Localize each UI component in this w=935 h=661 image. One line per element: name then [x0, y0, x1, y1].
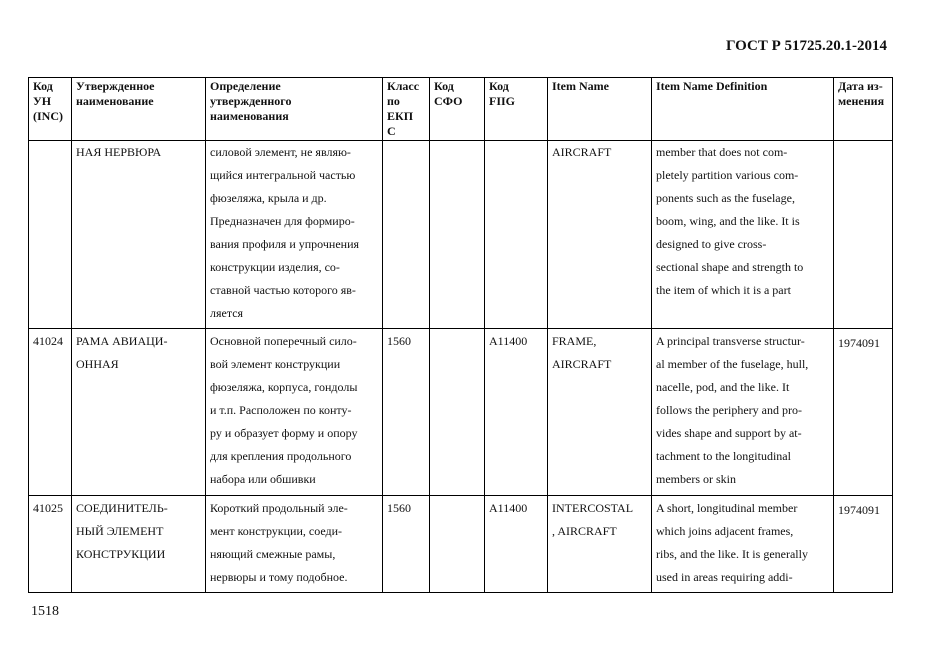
cell-line: A principal transverse structur-	[656, 334, 805, 348]
table-row	[29, 141, 893, 329]
cell-line: ЕКП	[387, 109, 414, 123]
cell-sfo	[430, 496, 485, 593]
cell-line: конструкции изделия, со-	[210, 260, 340, 274]
cell-line: designed to give cross-	[656, 237, 767, 251]
cell-line: ОННАЯ	[76, 357, 119, 371]
cell-name	[72, 329, 206, 496]
cell-line: фюзеляжа, крыла и др.	[210, 191, 327, 205]
cell-line: INTERCOSTAL	[552, 501, 634, 515]
cell-line: AIRCRAFT	[552, 357, 612, 371]
cell-line: follows the periphery and pro-	[656, 403, 802, 417]
cell-sfo	[430, 141, 485, 329]
cell-line: мент конструкции, соеди-	[210, 524, 343, 538]
cell-line: Код	[489, 79, 509, 93]
cell-name	[72, 496, 206, 593]
cell-line: member that does not com-	[656, 145, 788, 159]
cell-line: boom, wing, and the like. It is	[656, 214, 800, 228]
table-row	[29, 496, 893, 593]
cell-item-name	[548, 141, 652, 329]
cell-line: Утвержденное	[76, 79, 155, 93]
header-cell-sfo	[430, 78, 485, 141]
cell-line: the item of which it is a part	[656, 283, 791, 297]
catalog-table	[28, 77, 893, 593]
cell-line: , AIRCRAFT	[552, 524, 617, 538]
cell-line: (INC)	[33, 109, 63, 123]
cell-line: AIRCRAFT	[552, 145, 612, 159]
cell-line: used in areas requiring addi-	[656, 570, 793, 584]
cell-sfo	[430, 329, 485, 496]
table-row	[29, 329, 893, 496]
cell-line: С	[387, 124, 396, 138]
cell-line: ляется	[210, 306, 244, 320]
cell-item-name	[548, 329, 652, 496]
cell-line: Дата из-	[838, 79, 883, 93]
cell-line: al member of the fuselage, hull,	[656, 357, 809, 371]
cell-fiig	[485, 329, 548, 496]
cell-line: наименования	[210, 109, 289, 123]
cell-line: 41025	[33, 501, 63, 515]
cell-line: силовой элемент, не являю-	[210, 145, 351, 159]
header-cell-class	[383, 78, 430, 141]
cell-definition	[206, 496, 383, 593]
cell-line: НЫЙ ЭЛЕМЕНТ	[76, 524, 164, 538]
cell-line: Код	[33, 79, 53, 93]
cell-item-definition	[652, 496, 834, 593]
page-number: 1518	[31, 604, 59, 619]
cell-line: FRAME,	[552, 334, 597, 348]
cell-line: Код	[434, 79, 454, 93]
document-code: ГОСТ Р 51725.20.1-2014	[725, 38, 887, 54]
cell-item-name	[548, 496, 652, 593]
table-header-row	[29, 78, 893, 141]
cell-class	[383, 141, 430, 329]
cell-fiig	[485, 141, 548, 329]
cell-line: FIIG	[489, 94, 516, 108]
cell-line: ру и образует форму и опору	[210, 426, 358, 440]
cell-line: A11400	[489, 501, 528, 515]
cell-definition	[206, 141, 383, 329]
cell-line: КОНСТРУКЦИИ	[76, 547, 166, 561]
cell-line: Item Name Definition	[656, 79, 768, 93]
cell-line: sectional shape and strength to	[656, 260, 804, 274]
cell-line: наименование	[76, 94, 154, 108]
cell-date	[834, 496, 893, 593]
cell-line: Определение	[210, 79, 281, 93]
cell-class	[383, 496, 430, 593]
cell-item-definition	[652, 329, 834, 496]
cell-item-definition	[652, 141, 834, 329]
cell-definition	[206, 329, 383, 496]
cell-line: Item Name	[552, 79, 609, 93]
cell-name	[72, 141, 206, 329]
header-cell-fiig	[485, 78, 548, 141]
cell-line: A11400	[489, 334, 528, 348]
cell-line: members or skin	[656, 472, 736, 486]
cell-line: нервюры и тому подобное.	[210, 570, 348, 584]
cell-line: фюзеляжа, корпуса, гондолы	[210, 380, 358, 394]
cell-line: менения	[838, 94, 885, 108]
cell-line: Предназначен для формиро-	[210, 214, 355, 228]
header-cell-item-definition	[652, 78, 834, 141]
cell-date	[834, 141, 893, 329]
cell-line: для крепления продольного	[210, 449, 352, 463]
cell-line: 1560	[387, 334, 411, 348]
cell-line: утвержденного	[210, 94, 292, 108]
cell-line: nacelle, pod, and the like. It	[656, 380, 790, 394]
cell-inc	[29, 141, 72, 329]
cell-line: 41024	[33, 334, 63, 348]
cell-inc	[29, 329, 72, 496]
cell-line: A short, longitudinal member	[656, 501, 798, 515]
cell-line: вания профиля и упрочнения	[210, 237, 360, 251]
cell-line: Короткий продольный эле-	[210, 501, 348, 515]
cell-line: вой элемент конструкции	[210, 357, 341, 371]
cell-line: НАЯ НЕРВЮРА	[76, 145, 162, 159]
cell-line: tachment to the longitudinal	[656, 449, 791, 463]
header-cell-date	[834, 78, 893, 141]
header-cell-item-name	[548, 78, 652, 141]
cell-line: СФО	[434, 94, 463, 108]
cell-line: vides shape and support by at-	[656, 426, 802, 440]
header-cell-definition	[206, 78, 383, 141]
cell-line: набора или обшивки	[210, 472, 316, 486]
cell-line: pletely partition various com-	[656, 168, 799, 182]
header-cell-name	[72, 78, 206, 141]
cell-line: Класс	[387, 79, 420, 93]
cell-fiig	[485, 496, 548, 593]
cell-inc	[29, 496, 72, 593]
cell-line: и т.п. Расположен по конту-	[210, 403, 352, 417]
cell-line: ribs, and the like. It is generally	[656, 547, 808, 561]
cell-line: ставной частью которого яв-	[210, 283, 356, 297]
cell-line: 1974091	[838, 503, 880, 517]
cell-line: щийся интегральной частью	[210, 168, 356, 182]
cell-line: РАМА АВИАЦИ-	[76, 334, 168, 348]
cell-date	[834, 329, 893, 496]
cell-line: СОЕДИНИТЕЛЬ-	[76, 501, 168, 515]
cell-line: по	[387, 94, 400, 108]
cell-line: няющий смежные рамы,	[210, 547, 336, 561]
header-cell-inc	[29, 78, 72, 141]
cell-line: Основной поперечный сило-	[210, 334, 357, 348]
cell-line: ponents such as the fuselage,	[656, 191, 795, 205]
cell-line: 1974091	[838, 336, 880, 350]
cell-line: УН	[33, 94, 52, 108]
cell-class	[383, 329, 430, 496]
cell-line: which joins adjacent frames,	[656, 524, 794, 538]
cell-line: 1560	[387, 501, 411, 515]
